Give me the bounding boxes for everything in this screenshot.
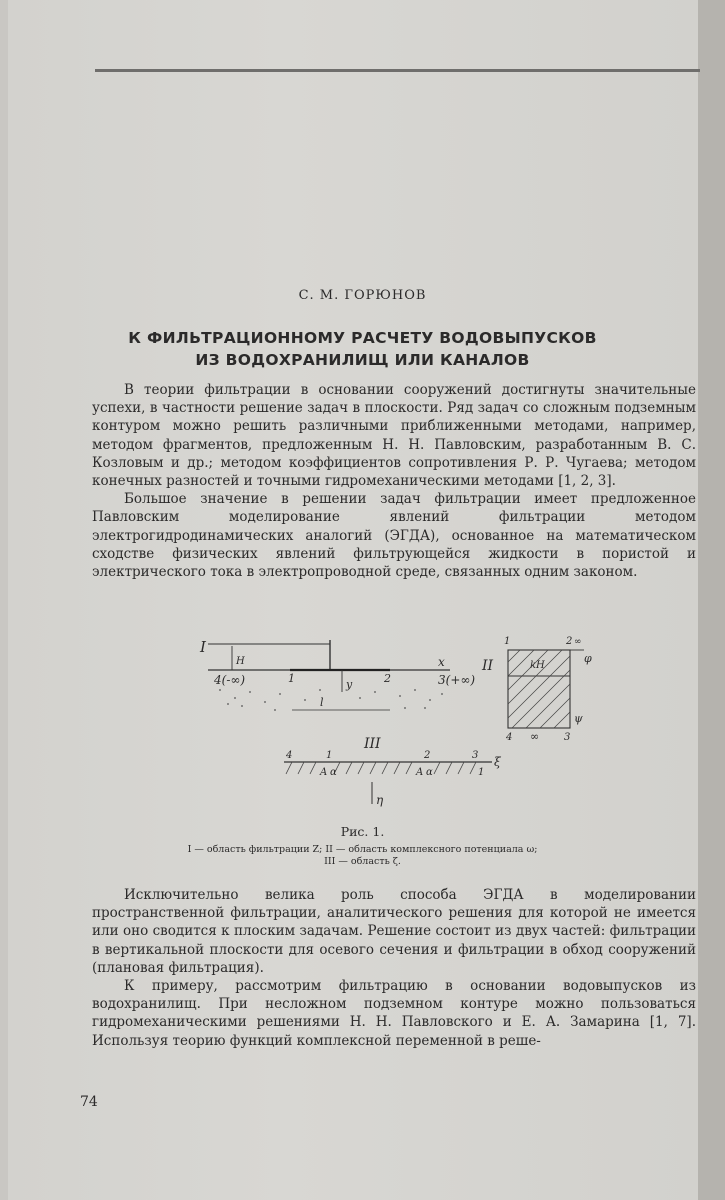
fig-II-p4: 4 <box>506 732 513 743</box>
zeta-hatching <box>286 762 476 774</box>
fig-III-p2: 2 <box>424 750 431 761</box>
page-number: 74 <box>80 1094 98 1110</box>
figure-1 <box>180 632 600 842</box>
fig-III-p4: 4 <box>286 750 293 761</box>
fig-I-p3: 3(+∞) <box>438 673 476 687</box>
fig-label-III: III <box>364 736 381 752</box>
fig-I-x: x <box>438 655 445 669</box>
fig-III-alpha1: α <box>330 767 337 778</box>
paragraph-3: Исключительно велика роль способа ЭГДА в моделировании пространственной фильтрации, аналитического решения для которой не имеется или оно сводится к плоским задачам. Решение состоит из двух частей: фильтрации в вертикальной плоскости для осевого сечения и фильтрации в обход сооружений (плановая фильтрация). <box>92 887 696 976</box>
title-line-1: К ФИЛЬТРАЦИОННОМУ РАСЧЕТУ ВОДОВЫПУСКОВ <box>128 329 597 347</box>
fig-III-xi: ξ <box>494 755 501 769</box>
fig-III-eta: η <box>376 793 384 807</box>
title-line-2: ИЗ ВОДОХРАНИЛИЩ ИЛИ КАНАЛОВ <box>195 351 530 369</box>
fig-III-a2: A <box>416 767 424 778</box>
figure-caption-line-2: III — область ζ. <box>324 856 401 867</box>
fig-II-inf: ∞ <box>574 637 582 647</box>
fig-II-kh: kH <box>530 660 545 671</box>
figure-caption-title: Рис. 1. <box>340 824 385 839</box>
fig-I-l: l <box>320 696 324 709</box>
fig-III-b1: 1 <box>478 767 485 778</box>
header-rule <box>95 69 700 72</box>
fig-I-h: H <box>236 656 245 667</box>
fig-II-p2: 2 <box>566 636 573 647</box>
fig-I-p2: 2 <box>384 672 391 685</box>
fig-I-p4: 4(-∞) <box>214 673 246 687</box>
fig-I-p1: 1 <box>288 672 295 685</box>
fig-II-p3: 3 <box>564 732 571 743</box>
fig-I-y: y <box>346 678 353 691</box>
paragraph-4: К примеру, рассмотрим фильтрацию в основании водовыпусков из водохранилищ. При несложном подземном контуре можно пользоваться гидромеханическими решениями Н. Н. Павловского и Е. А. Замарина [1, 7]. Используя теорию функций комплексной переменной в реше- <box>92 978 696 1049</box>
author: С. М. ГОРЮНОВ <box>298 288 427 303</box>
article-title <box>0 327 725 371</box>
paragraph-2: Большое значение в решении задач фильтрации имеет предложенное Павловским моделирование явлений фильтрации методом электрогидродинамических аналогий (ЭГДА), основанное на математическом сходстве физических явлений фильтрующейся жидкости в пористой и электрического тока в электропроводной среде, связанных одним законом. <box>92 491 696 581</box>
figure-caption-line-1: I — область фильтрации Z; II — область комплексного потенциала ω; <box>187 844 538 855</box>
fig-II-psi: ψ <box>574 712 583 725</box>
fig-II-p1: 1 <box>504 636 511 647</box>
paragraph-1: В теории фильтрации в основании сооружений достигнуты значительные успехи, в частности решение задач в плоскости. Ряд задач со сложным подземным контуром можно решить различными приближенными методами, например, методом фрагментов, предложенным Н. Н. Павловским, разработанным В. С. Козловым и др.; методом коэффициентов сопротивления Р. Р. Чугаева; методом конечных разностей и точными гидромеханическими методами [1, 2, 3]. <box>92 382 696 490</box>
fig-label-I: I <box>200 638 206 656</box>
fig-III-p3: 3 <box>472 750 479 761</box>
fig-III-p1: 1 <box>326 750 333 761</box>
page-edge <box>698 0 725 1200</box>
soil-stipple <box>219 689 443 711</box>
fig-III-alpha2: α <box>426 767 433 778</box>
fig-label-II: II <box>482 658 494 674</box>
fig-II-infbottom: ∞ <box>530 730 540 743</box>
fig-II-phi: φ <box>584 652 592 665</box>
body-top <box>92 381 696 581</box>
fig-III-a1: A <box>320 767 328 778</box>
body-bottom <box>92 886 696 1050</box>
